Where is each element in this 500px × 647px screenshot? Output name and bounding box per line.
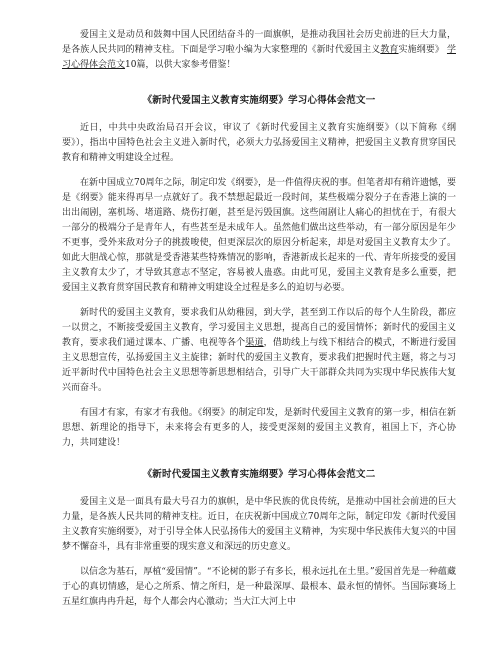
section1-paragraph-3 [62,306,456,396]
link-study-essay[interactable]: 学习心得体会范文 [62,45,456,70]
section1-p3-before: 新时代的爱国主义教育，要求我们从幼稚园，到大学，甚至到工作以后的每个人生阶段，都应一以贯之，不断接受爱国主义教育，学习爱国主义思想，提高自己的爱国情怀；新时代的爱国主义教育，要求我们通过课本、广播、电视等各个 [62,308,456,348]
intro-paragraph [62,28,456,73]
section1-title: 《新时代爱国主义教育实施纲要》学习心得体会范文一 [142,95,376,106]
section1-paragraph-1: 近日，中共中央政治局召开会议，审议了《新时代爱国主义教育实施纲要》（以下简称《纲要》），指出中国特色社会主义进入新时代，必须大力弘扬爱国主义精神，把爱国主义教育贯穿国民教育和精神文明建设全过程。 [62,123,456,163]
link-channels[interactable]: 渠道 [245,338,264,348]
link-education[interactable]: 教育 [380,45,399,55]
section1-paragraph-2: 在新中国成立70周年之际，制定印发《纲要》，是一件值得庆祝的事。但笔者却有稍许遗憾，要是《纲要》能来得再早一点就好了。我不禁想起最近一段时间，某些极端分裂分子在香港上演的一出出闹剧，塞机场、堵道路、烧伤打砸，甚至是污毁国旗。这些闹剧让人痛心的担忧在于，有很大一部分的极端分子是青年人，有些甚至是未成年人。虽然他们做出这些举动，有一部分原因是年少不更事，受外来敌对分子的挑拨唆使，但更深层次的原因分析起来，却是对爱国主义教育太少了。如此大胆战心惊，那就是受香港某些特殊情况的影响，香港新成长起来的一代、青年所接受的爱国主义教育太少了，才导致其意志不坚定，容易被人蛊惑。由此可见，爱国主义教育是多么重要，把爱国主义教育贯穿国民教育和精神文明建设全过程是多么的迫切与必要。 [62,178,456,293]
section2-title: 《新时代爱国主义教育实施纲要》学习心得体会范文二 [142,469,376,480]
section2-paragraph-1: 爱国主义是一面具有最大号召力的旗帜，是中华民族的优良传统，是推动中国社会前进的巨大力量，是各族人民共同的精神支柱。近日，在庆祝新中国成立70周年之际，制定印发《新时代爱国主义教育实施纲要》，对于引导全体人民弘扬伟大的爱国主义精神，为实现中华民族伟大复兴的中国梦不懈奋斗，具有非常重要的现实意义和深远的历史意义。 [62,497,456,552]
intro-text-after: 10篇，以供大家参考借鉴！ [125,60,236,70]
section2-paragraph-2: 以信念为基石，厚植“爱国情”。“不论树的影子有多长，根永远扎在土里。”爱国首先是一种蕴藏于心的真切情感，是心之所系、情之所归，是一种最深厚、最根本、最永恒的情怀。当国际赛场上五星红旗冉冉升起，每个人都会内心激动；当大江大河上中 [62,567,456,607]
section1-paragraph-4: 有国才有家，有家才有我他。《纲要》的制定印发，是新时代爱国主义教育的第一步，相信在新思想、新理论的指导下，未来将会有更多的人，接受更深刻的爱国主义教育，祖国上下，齐心协力，共同建设！ [62,408,456,448]
section1-p3-after: ，借助线上与线下相结合的模式，不断进行爱国主义思想宣传，弘扬爱国主义主旋律；新时代的爱国主义教育，要求我们把握时代主题，将之与习近平新时代中国特色社会主义思想等新思想相结合，引导广大干部群众共同为实现中华民族伟大复兴而奋斗。 [62,338,456,393]
intro-text-middle: 实施纲要》 [398,45,444,55]
document-page [62,28,456,620]
intro-text-before: 爱国主义是动员和鼓舞中国人民团结奋斗的一面旗帜，是推动我国社会历史前进的巨大力量，是各族人民共同的精神支柱。下面是学习啦小编为大家整理的《新时代爱国主义 [62,30,456,55]
